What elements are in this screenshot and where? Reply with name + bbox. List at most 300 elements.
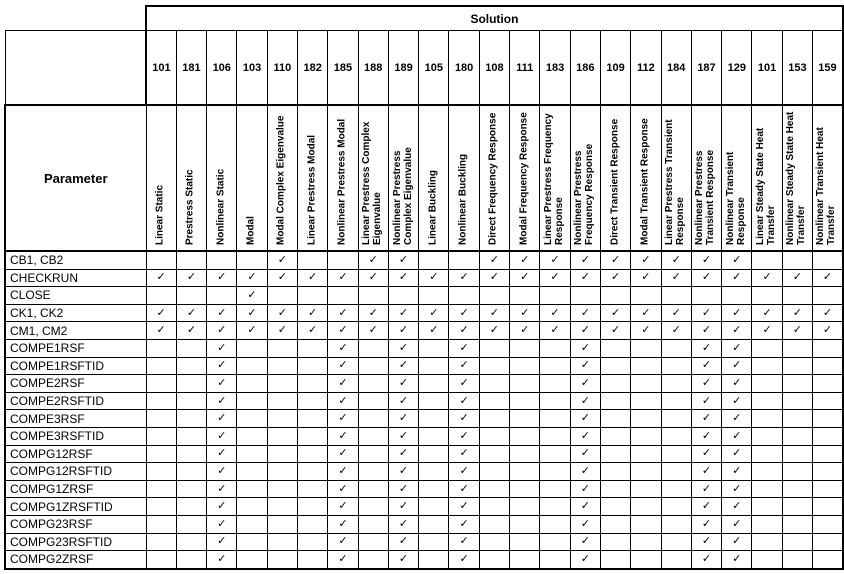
empty-cell (752, 533, 782, 551)
empty-cell (146, 498, 176, 516)
empty-cell (540, 427, 570, 445)
empty-cell (479, 445, 509, 463)
solution-name-cell (752, 105, 782, 251)
check-mark-cell: ✓ (176, 322, 206, 340)
check-mark-cell: ✓ (328, 427, 358, 445)
empty-cell (146, 392, 176, 410)
check-mark-cell: ✓ (388, 375, 418, 393)
empty-cell (237, 515, 267, 533)
solution-name-label: Modal Frequency Response (518, 112, 530, 245)
solution-code-cell: 183 (540, 31, 570, 106)
parameter-row (5, 392, 843, 410)
solution-name-cell (267, 105, 297, 251)
check-mark-cell: ✓ (358, 269, 388, 287)
empty-cell (267, 551, 297, 569)
empty-cell (510, 498, 540, 516)
check-mark-cell: ✓ (388, 251, 418, 269)
empty-cell (146, 533, 176, 551)
check-mark-cell: ✓ (328, 269, 358, 287)
parameter-header: Parameter (5, 105, 146, 251)
check-mark-cell: ✓ (570, 322, 600, 340)
empty-cell (358, 375, 388, 393)
parameter-name-cell: COMPE3RSFTID (5, 427, 146, 445)
empty-cell (600, 515, 630, 533)
check-mark-cell: ✓ (570, 445, 600, 463)
solution-code-cell: 129 (722, 31, 752, 106)
empty-cell (813, 480, 843, 498)
check-mark-cell: ✓ (722, 339, 752, 357)
empty-cell (237, 427, 267, 445)
empty-cell (176, 533, 206, 551)
empty-cell (176, 480, 206, 498)
check-mark-cell: ✓ (600, 269, 630, 287)
empty-cell (600, 357, 630, 375)
empty-cell (600, 427, 630, 445)
parameter-name-cell: COMPE2RSFTID (5, 392, 146, 410)
empty-cell (237, 375, 267, 393)
check-mark-cell: ✓ (449, 551, 479, 569)
parameter-row (5, 269, 843, 287)
check-mark-cell: ✓ (449, 463, 479, 481)
check-mark-cell: ✓ (449, 515, 479, 533)
check-mark-cell: ✓ (631, 304, 661, 322)
empty-cell (176, 551, 206, 569)
check-mark-cell: ✓ (722, 445, 752, 463)
empty-cell (752, 463, 782, 481)
empty-cell (297, 375, 327, 393)
empty-cell (297, 515, 327, 533)
empty-cell (752, 251, 782, 269)
check-mark-cell: ✓ (813, 269, 843, 287)
empty-cell (297, 551, 327, 569)
check-mark-cell: ✓ (722, 392, 752, 410)
empty-cell (176, 445, 206, 463)
solution-name-label: Nonlinear Transient Response (724, 151, 747, 245)
solution-code-cell: 182 (297, 31, 327, 106)
check-mark-cell: ✓ (449, 533, 479, 551)
empty-cell (540, 287, 570, 305)
empty-cell (661, 392, 691, 410)
empty-cell (752, 339, 782, 357)
check-mark-cell: ✓ (631, 251, 661, 269)
empty-cell (297, 427, 327, 445)
empty-cell (600, 463, 630, 481)
empty-cell (297, 480, 327, 498)
check-mark-cell: ✓ (207, 445, 237, 463)
solution-name-cell (388, 105, 418, 251)
empty-cell (146, 427, 176, 445)
check-mark-cell: ✓ (388, 533, 418, 551)
empty-cell (146, 375, 176, 393)
empty-cell (540, 375, 570, 393)
solution-code-cell: 103 (237, 31, 267, 106)
empty-cell (661, 480, 691, 498)
check-mark-cell: ✓ (328, 515, 358, 533)
empty-cell (267, 427, 297, 445)
check-mark-cell: ✓ (388, 339, 418, 357)
empty-cell (631, 392, 661, 410)
check-mark-cell: ✓ (388, 498, 418, 516)
empty-cell (358, 287, 388, 305)
check-mark-cell: ✓ (631, 322, 661, 340)
check-mark-cell: ✓ (388, 515, 418, 533)
empty-cell (479, 533, 509, 551)
check-mark-cell: ✓ (388, 304, 418, 322)
check-mark-cell: ✓ (388, 269, 418, 287)
check-mark-cell: ✓ (176, 269, 206, 287)
solution-name-cell (146, 105, 176, 251)
empty-cell (631, 339, 661, 357)
parameter-name-cell: COMPE1RSF (5, 339, 146, 357)
check-mark-cell: ✓ (207, 269, 237, 287)
parameter-name-cell: COMPG23RSF (5, 515, 146, 533)
empty-cell (570, 287, 600, 305)
empty-cell (631, 533, 661, 551)
check-mark-cell: ✓ (207, 533, 237, 551)
parameter-name-cell: CHECKRUN (5, 269, 146, 287)
solution-name-cell (631, 105, 661, 251)
empty-cell (813, 357, 843, 375)
empty-cell (419, 287, 449, 305)
check-mark-cell: ✓ (479, 251, 509, 269)
empty-cell (237, 445, 267, 463)
check-mark-cell: ✓ (297, 322, 327, 340)
check-mark-cell: ✓ (358, 251, 388, 269)
check-mark-cell: ✓ (388, 551, 418, 569)
check-mark-cell: ✓ (328, 322, 358, 340)
solution-name-label: Linear Static (154, 184, 166, 245)
empty-cell (237, 480, 267, 498)
empty-cell (479, 357, 509, 375)
check-mark-cell: ✓ (722, 515, 752, 533)
check-mark-cell: ✓ (752, 304, 782, 322)
solution-code-cell: 105 (419, 31, 449, 106)
check-mark-cell: ✓ (328, 375, 358, 393)
solution-code-row (5, 31, 843, 106)
empty-cell (813, 392, 843, 410)
solution-name-label: Direct Frequency Response (488, 112, 500, 245)
parameter-name-cell: COMPG23RSFTID (5, 533, 146, 551)
check-mark-cell: ✓ (691, 463, 721, 481)
empty-cell (479, 463, 509, 481)
parameter-row (5, 533, 843, 551)
empty-cell (782, 410, 812, 428)
empty-cell (600, 480, 630, 498)
empty-cell (540, 463, 570, 481)
solution-name-label: Nonlinear Steady State Heat Transfer (785, 111, 808, 245)
check-mark-cell: ✓ (388, 427, 418, 445)
solution-code-cell: 159 (813, 31, 843, 106)
solution-name-label: Nonlinear Prestress Modal (336, 118, 348, 245)
empty-cell (146, 410, 176, 428)
empty-cell (631, 410, 661, 428)
check-mark-cell: ✓ (328, 304, 358, 322)
check-mark-cell: ✓ (328, 392, 358, 410)
solution-name-cell (813, 105, 843, 251)
empty-cell (540, 498, 570, 516)
empty-cell (600, 445, 630, 463)
empty-cell (540, 551, 570, 569)
empty-cell (813, 445, 843, 463)
empty-cell (237, 251, 267, 269)
empty-cell (479, 551, 509, 569)
empty-cell (479, 480, 509, 498)
empty-cell (176, 251, 206, 269)
empty-cell (419, 251, 449, 269)
solution-code-cell: 106 (207, 31, 237, 106)
solution-name-label: Linear Prestress Modal (306, 134, 318, 245)
empty-cell (419, 498, 449, 516)
check-mark-cell: ✓ (176, 304, 206, 322)
empty-cell (419, 357, 449, 375)
solution-name-label: Linear Prestress Frequency Response (543, 113, 565, 245)
empty-cell (297, 251, 327, 269)
empty-cell (176, 515, 206, 533)
solution-matrix (4, 5, 844, 570)
empty-cell (752, 445, 782, 463)
solution-code-cell: 188 (358, 31, 388, 106)
empty-cell (752, 480, 782, 498)
solution-code-cell: 108 (479, 31, 509, 106)
empty-cell (813, 375, 843, 393)
empty-cell (691, 287, 721, 305)
empty-cell (510, 410, 540, 428)
empty-cell (510, 339, 540, 357)
empty-cell (661, 463, 691, 481)
check-mark-cell: ✓ (570, 357, 600, 375)
empty-cell (207, 287, 237, 305)
check-mark-cell: ✓ (388, 357, 418, 375)
solution-code-cell: 111 (510, 31, 540, 106)
empty-cell (510, 427, 540, 445)
empty-cell (813, 410, 843, 428)
check-mark-cell: ✓ (449, 410, 479, 428)
empty-cell (479, 498, 509, 516)
check-mark-cell: ✓ (297, 304, 327, 322)
check-mark-cell: ✓ (722, 533, 752, 551)
parameter-name-cell: COMPE3RSF (5, 410, 146, 428)
solution-name-label: Nonlinear Static (215, 168, 227, 245)
empty-cell (510, 445, 540, 463)
check-mark-cell: ✓ (540, 251, 570, 269)
check-mark-cell: ✓ (328, 463, 358, 481)
empty-cell (297, 287, 327, 305)
check-mark-cell: ✓ (722, 357, 752, 375)
parameter-name-cell: COMPG12RSF (5, 445, 146, 463)
empty-cell (419, 427, 449, 445)
empty-cell (267, 339, 297, 357)
empty-cell (237, 410, 267, 428)
check-mark-cell: ✓ (449, 445, 479, 463)
check-mark-cell: ✓ (570, 251, 600, 269)
empty-cell (510, 533, 540, 551)
parameter-row (5, 551, 843, 569)
check-mark-cell: ✓ (722, 498, 752, 516)
parameter-row (5, 480, 843, 498)
corner-blank-bottom (5, 31, 146, 106)
solution-code-cell: 180 (449, 31, 479, 106)
solution-name-label: Linear Prestress Complex Eigenvalue (361, 121, 384, 245)
parameter-row (5, 287, 843, 305)
check-mark-cell: ✓ (540, 269, 570, 287)
empty-cell (782, 392, 812, 410)
empty-cell (752, 357, 782, 375)
check-mark-cell: ✓ (328, 480, 358, 498)
empty-cell (146, 251, 176, 269)
check-mark-cell: ✓ (691, 375, 721, 393)
check-mark-cell: ✓ (691, 515, 721, 533)
empty-cell (358, 515, 388, 533)
check-mark-cell: ✓ (631, 269, 661, 287)
check-mark-cell: ✓ (207, 498, 237, 516)
check-mark-cell: ✓ (691, 551, 721, 569)
parameter-name-cell: COMPG12RSFTID (5, 463, 146, 481)
check-mark-cell: ✓ (419, 322, 449, 340)
empty-cell (358, 498, 388, 516)
check-mark-cell: ✓ (691, 322, 721, 340)
check-mark-cell: ✓ (207, 304, 237, 322)
check-mark-cell: ✓ (449, 269, 479, 287)
solution-name-cell (237, 105, 267, 251)
check-mark-cell: ✓ (479, 322, 509, 340)
empty-cell (419, 515, 449, 533)
check-mark-cell: ✓ (722, 480, 752, 498)
check-mark-cell: ✓ (782, 269, 812, 287)
check-mark-cell: ✓ (449, 322, 479, 340)
check-mark-cell: ✓ (388, 463, 418, 481)
parameter-name-cell: COMPG1ZRSF (5, 480, 146, 498)
empty-cell (722, 287, 752, 305)
empty-cell (782, 357, 812, 375)
empty-cell (358, 533, 388, 551)
check-mark-cell: ✓ (661, 304, 691, 322)
empty-cell (176, 410, 206, 428)
empty-cell (358, 427, 388, 445)
empty-cell (813, 498, 843, 516)
check-mark-cell: ✓ (207, 427, 237, 445)
check-mark-cell: ✓ (237, 304, 267, 322)
check-mark-cell: ✓ (691, 251, 721, 269)
empty-cell (267, 375, 297, 393)
check-mark-cell: ✓ (419, 304, 449, 322)
empty-cell (600, 498, 630, 516)
check-mark-cell: ✓ (207, 392, 237, 410)
solution-name-cell (661, 105, 691, 251)
check-mark-cell: ✓ (722, 551, 752, 569)
check-mark-cell: ✓ (267, 322, 297, 340)
empty-cell (752, 392, 782, 410)
empty-cell (813, 251, 843, 269)
empty-cell (540, 357, 570, 375)
empty-cell (752, 515, 782, 533)
empty-cell (267, 533, 297, 551)
check-mark-cell: ✓ (691, 357, 721, 375)
parameter-row (5, 515, 843, 533)
empty-cell (510, 463, 540, 481)
check-mark-cell: ✓ (449, 375, 479, 393)
empty-cell (631, 445, 661, 463)
empty-cell (782, 287, 812, 305)
check-mark-cell: ✓ (782, 322, 812, 340)
check-mark-cell: ✓ (510, 322, 540, 340)
empty-cell (419, 375, 449, 393)
empty-cell (419, 551, 449, 569)
empty-cell (813, 287, 843, 305)
empty-cell (237, 498, 267, 516)
empty-cell (782, 480, 812, 498)
empty-cell (419, 533, 449, 551)
empty-cell (358, 392, 388, 410)
empty-cell (237, 551, 267, 569)
empty-cell (752, 410, 782, 428)
empty-cell (297, 410, 327, 428)
solution-name-label: Modal (245, 216, 257, 245)
empty-cell (146, 357, 176, 375)
empty-cell (540, 410, 570, 428)
empty-cell (176, 498, 206, 516)
solution-code-cell: 187 (691, 31, 721, 106)
empty-cell (782, 445, 812, 463)
parameter-name-cell: COMPG1ZRSFTID (5, 498, 146, 516)
empty-cell (176, 375, 206, 393)
empty-cell (600, 551, 630, 569)
check-mark-cell: ✓ (813, 322, 843, 340)
solution-name-cell (479, 105, 509, 251)
check-mark-cell: ✓ (813, 304, 843, 322)
empty-cell (600, 533, 630, 551)
empty-cell (813, 515, 843, 533)
empty-cell (419, 463, 449, 481)
check-mark-cell: ✓ (570, 463, 600, 481)
solution-name-label: Prestress Static (185, 169, 197, 245)
solution-name-cell (207, 105, 237, 251)
solution-code-cell: 101 (752, 31, 782, 106)
solution-name-label: Nonlinear Prestress Complex Eigenvalue (391, 147, 414, 245)
empty-cell (661, 357, 691, 375)
check-mark-cell: ✓ (146, 304, 176, 322)
solution-name-label: Linear Steady State Heat Transfer (755, 127, 778, 245)
check-mark-cell: ✓ (479, 304, 509, 322)
check-mark-cell: ✓ (540, 304, 570, 322)
empty-cell (752, 498, 782, 516)
empty-cell (661, 339, 691, 357)
empty-cell (600, 375, 630, 393)
empty-cell (146, 515, 176, 533)
solution-name-label: Nonlinear Transient Heat Transfer (815, 127, 838, 245)
empty-cell (146, 287, 176, 305)
empty-cell (782, 463, 812, 481)
empty-cell (146, 480, 176, 498)
check-mark-cell: ✓ (722, 251, 752, 269)
solution-name-label: Linear Prestress Transient Response (664, 119, 687, 245)
solution-name-cell (419, 105, 449, 251)
solution-code-cell: 189 (388, 31, 418, 106)
empty-cell (358, 480, 388, 498)
solution-name-cell (176, 105, 206, 251)
check-mark-cell: ✓ (570, 269, 600, 287)
check-mark-cell: ✓ (419, 269, 449, 287)
solution-name-cell (782, 105, 812, 251)
check-mark-cell: ✓ (510, 304, 540, 322)
check-mark-cell: ✓ (600, 322, 630, 340)
empty-cell (176, 392, 206, 410)
parameter-name-cell: COMPG2ZRSF (5, 551, 146, 569)
check-mark-cell: ✓ (540, 322, 570, 340)
empty-cell (600, 392, 630, 410)
check-mark-cell: ✓ (328, 533, 358, 551)
check-mark-cell: ✓ (207, 480, 237, 498)
empty-cell (297, 463, 327, 481)
